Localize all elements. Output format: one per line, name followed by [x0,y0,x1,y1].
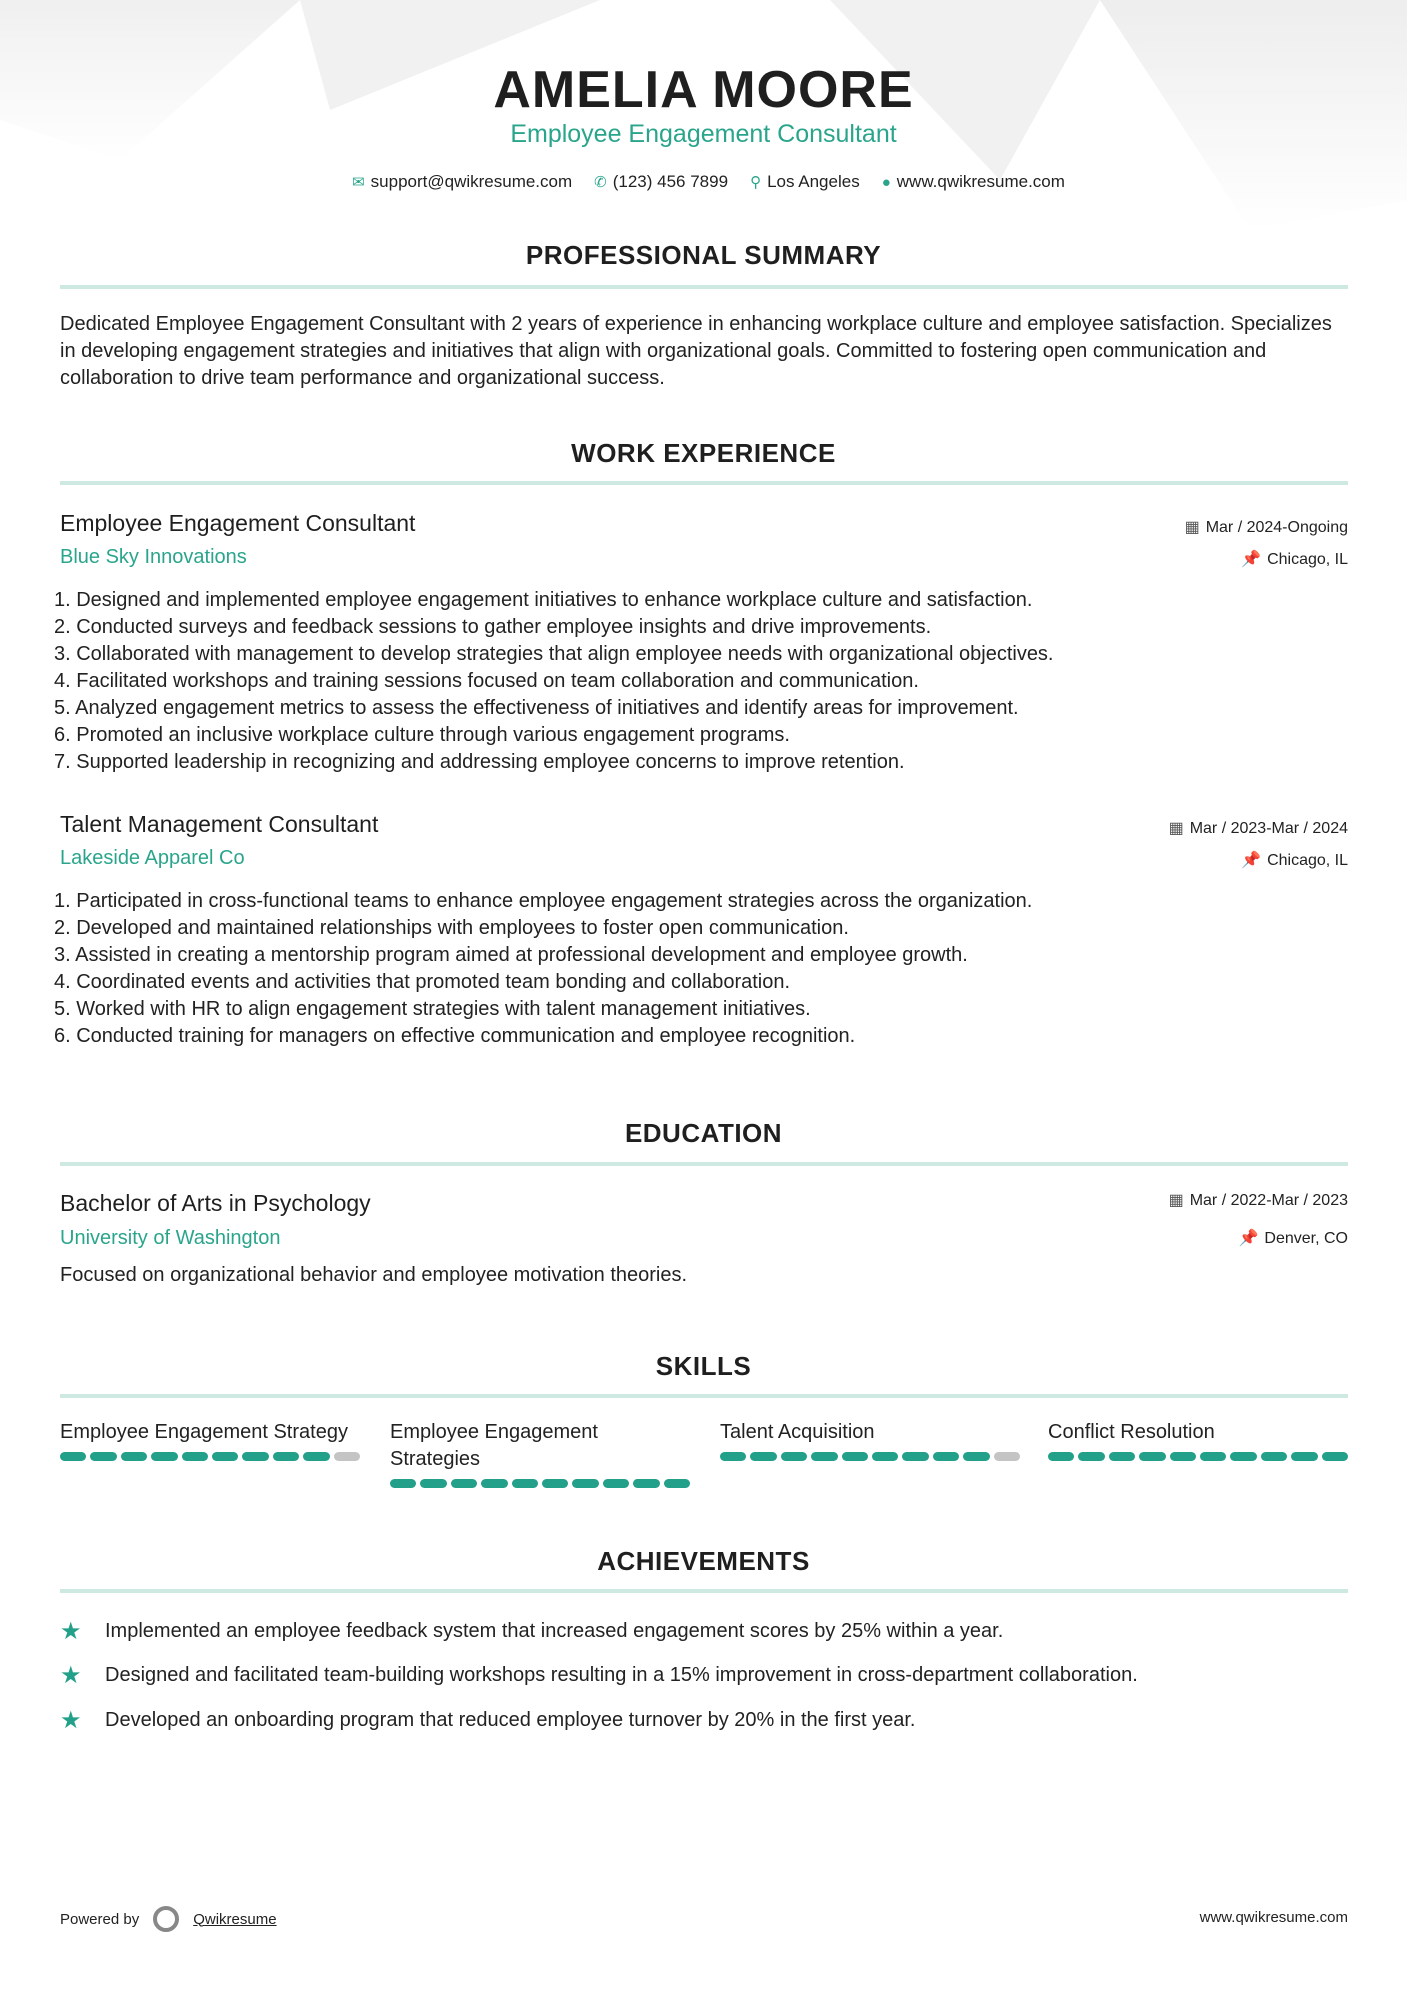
skill-segment-filled [481,1479,507,1488]
skill-segment-filled [512,1479,538,1488]
summary-text: Dedicated Employee Engagement Consultant with 2 years of experience in enhancing workplace culture and employee satisfaction. Specializes in developing engagement strategies and initiatives that align with organizational goals. Committed to fostering open communication and collaboration to drive team performance and organizational success. [60,313,1332,389]
globe-icon: ● [881,174,891,191]
candidate-name: AMELIA MOORE [493,61,914,119]
education-dates: ▦ Mar / 2022-Mar / 2023 [1168,1192,1348,1209]
calendar-icon: ▦ [1168,1192,1184,1209]
section-divider [60,1162,1348,1166]
skill-segment-filled [1078,1452,1104,1461]
skill-segment-filled [781,1452,807,1461]
skill-segment-filled [572,1479,598,1488]
qwikresume-link[interactable]: Qwikresume [193,1910,277,1928]
website-contact[interactable]: ● www.qwikresume.com [881,172,1065,191]
skill-segment-filled [182,1452,208,1461]
skill-segment-filled [811,1452,837,1461]
calendar-icon: ▦ [1168,820,1184,837]
skill-segment-filled [90,1452,116,1461]
list-item: 2. Developed and maintained relationships with employees to foster open communication. [54,917,849,939]
qwikresume-logo-icon [153,1906,179,1932]
map-pin-icon: ⚲ [750,174,762,191]
email-contact[interactable]: ✉ support@qwikresume.com [352,172,573,191]
achievement-item: ★ Implemented an employee feedback system that increased engagement scores by 25% within a year. [60,1618,1004,1645]
location-contact: ⚲ Los Angeles [750,172,860,191]
pin-icon: 📌 [1241,551,1262,568]
list-item: 4. Coordinated events and activities that promoted team bonding and collaboration. [54,971,791,993]
skill-segment-filled [1170,1452,1196,1461]
achievement-item: ★ Developed an onboarding program that reduced employee turnover by 20% in the first year. [60,1707,916,1734]
skill-segment-filled [212,1452,238,1461]
skill-segment-filled [1230,1452,1256,1461]
calendar-icon: ▦ [1184,519,1200,536]
star-icon: ★ [60,1662,82,1689]
pin-icon: 📌 [1241,852,1262,869]
list-item: 1. Participated in cross-functional teams to enhance employee engagement strategies across the organization. [54,890,1033,912]
envelope-icon: ✉ [352,174,365,191]
skill-segment-empty [334,1452,360,1461]
list-item: 7. Supported leadership in recognizing and addressing employee concerns to improve retention. [54,751,905,773]
list-item: 3. Assisted in creating a mentorship program aimed at professional development and employee growth. [54,944,968,966]
education-description: Focused on organizational behavior and employee motivation theories. [60,1264,688,1286]
skill-segment-filled [664,1479,690,1488]
list-item: 4. Facilitated workshops and training sessions focused on team collaboration and communication. [54,670,919,692]
list-item: 3. Collaborated with management to develop strategies that align employee needs with organizational objectives. [54,643,1054,665]
degree: Bachelor of Arts in Psychology [60,1190,371,1216]
skill-segment-filled [1139,1452,1165,1461]
skill-segment-filled [902,1452,928,1461]
skill-level-bar [60,1452,360,1461]
skill-segment-filled [872,1452,898,1461]
skill-segment-empty [994,1452,1020,1461]
skill-item: Employee Engagement Strategies [390,1419,690,1488]
skill-segment-filled [303,1452,329,1461]
skill-segment-filled [451,1479,477,1488]
job-bullets [54,587,1354,776]
skill-level-bar [720,1452,1020,1461]
job-location: 📌 Chicago, IL [1241,852,1348,869]
job-dates: ▦ Mar / 2024-Ongoing [1184,519,1348,536]
skill-segment-filled [1322,1452,1348,1461]
list-item: 1. Designed and implemented employee engagement initiatives to enhance workplace culture and satisfaction. [54,589,1033,611]
skill-segment-filled [933,1452,959,1461]
education-location: 📌 Denver, CO [1238,1230,1348,1247]
footer-powered: Powered by Qwikresume [60,1906,277,1932]
skill-segment-filled [1261,1452,1287,1461]
company-name: Blue Sky Innovations [60,546,247,568]
summary-heading: PROFESSIONAL SUMMARY [525,240,882,270]
skill-segment-filled [273,1452,299,1461]
footer-url[interactable]: www.qwikresume.com [1199,1909,1348,1926]
experience-heading: WORK EXPERIENCE [571,438,836,468]
list-item: 6. Conducted training for managers on effective communication and employee recognition. [54,1025,856,1047]
job-dates: ▦ Mar / 2023-Mar / 2024 [1168,820,1348,837]
education-heading: EDUCATION [624,1118,783,1148]
section-divider [60,1589,1348,1593]
job-location: 📌 Chicago, IL [1241,551,1348,568]
skill-item: Employee Engagement Strategy [60,1419,360,1461]
pin-icon: 📌 [1238,1230,1259,1247]
list-item: 6. Promoted an inclusive workplace culture through various engagement programs. [54,724,790,746]
skill-segment-filled [842,1452,868,1461]
section-divider [60,1394,1348,1398]
skill-segment-filled [603,1479,629,1488]
job-title: Talent Management Consultant [60,811,379,837]
skill-segment-filled [633,1479,659,1488]
skill-segment-filled [542,1479,568,1488]
skill-segment-filled [420,1479,446,1488]
list-item: 5. Worked with HR to align engagement strategies with talent management initiatives. [54,998,811,1020]
phone-contact: ✆ (123) 456 7899 [594,172,729,191]
star-icon: ★ [60,1707,82,1734]
job-bullets [54,888,1354,1050]
skill-segment-filled [1048,1452,1074,1461]
skill-segment-filled [963,1452,989,1461]
skill-item: Talent Acquisition [720,1419,1020,1461]
list-item: 5. Analyzed engagement metrics to assess the effectiveness of initiatives and identify areas for improvement. [54,697,1019,719]
skill-level-bar [390,1479,690,1488]
skill-item: Conflict Resolution [1048,1419,1348,1461]
school-name: University of Washington [60,1227,281,1249]
skill-segment-filled [242,1452,268,1461]
contact-info [0,172,1407,192]
skill-segment-filled [151,1452,177,1461]
skill-segment-filled [1109,1452,1135,1461]
star-icon: ★ [60,1618,82,1645]
company-name: Lakeside Apparel Co [60,847,245,869]
skills-heading: SKILLS [655,1351,752,1381]
list-item: 2. Conducted surveys and feedback sessions to gather employee insights and drive improvements. [54,616,932,638]
achievement-item: ★ Designed and facilitated team-building workshops resulting in a 15% improvement in cross-department collaboration. [60,1662,1138,1689]
skill-segment-filled [390,1479,416,1488]
skill-segment-filled [720,1452,746,1461]
job-title: Employee Engagement Consultant [60,510,416,536]
achievements-heading: ACHIEVEMENTS [597,1546,810,1576]
section-divider [60,285,1348,289]
skill-segment-filled [750,1452,776,1461]
skill-segment-filled [60,1452,86,1461]
skill-segment-filled [121,1452,147,1461]
candidate-title: Employee Engagement Consultant [510,120,897,148]
section-divider [60,481,1348,485]
skill-segment-filled [1200,1452,1226,1461]
skill-segment-filled [1291,1452,1317,1461]
phone-icon: ✆ [594,174,607,191]
skill-level-bar [1048,1452,1348,1461]
